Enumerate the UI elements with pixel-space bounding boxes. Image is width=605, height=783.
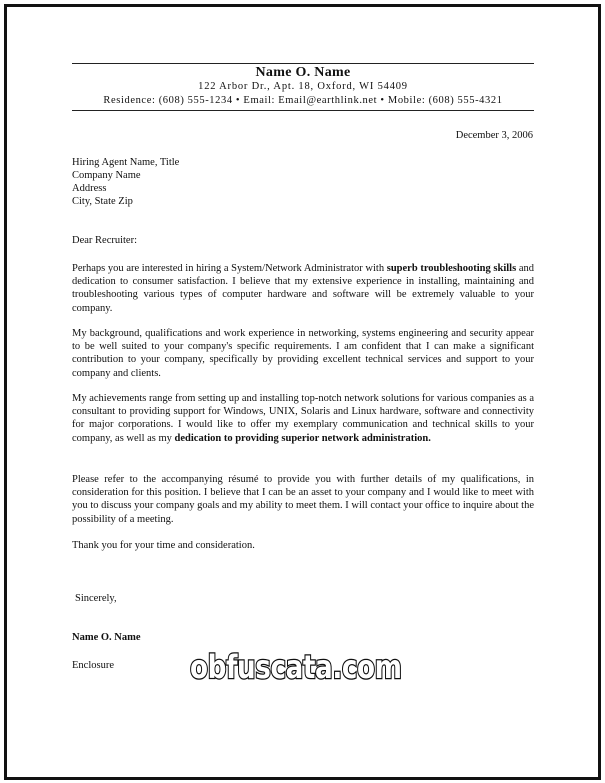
recipient-company: Company Name [72,170,141,181]
body-paragraph-1 [72,262,534,315]
body-paragraph-4: Please refer to the accompanying résumé to provide you with further details of my qualifications, in consideration for this position. I believe that I can be an asset to your company and I would like to meet with you to discuss your company goals and my ability to meet them. I will contact your office to inquire about the possibility of a meeting. [72,474,534,525]
recipient-name-title: Hiring Agent Name, Title [72,157,180,168]
applicant-contact-line: Residence: (608) 555-1234 • Email: Email@earthlink.net • Mobile: (608) 555-4321 [103,95,503,106]
applicant-address: 122 Arbor Dr., Apt. 18, Oxford, WI 54409 [198,81,408,92]
body-paragraph-3 [72,392,534,445]
emphasis-text: dedication to providing superior network administration. [174,432,431,444]
enclosure-note: Enclosure [72,660,114,671]
salutation: Dear Recruiter: [72,235,138,246]
recipient-address: Address [72,183,107,194]
body-paragraph-5: Thank you for your time and consideration. [72,540,255,551]
header-bottom-rule [72,110,534,111]
recipient-city-state-zip: City, State Zip [72,196,133,207]
watermark-logo: obfuscata.com [190,648,402,686]
signer-name: Name O. Name [72,632,141,643]
recipient-block [72,156,179,208]
paragraph-text: My achievements range from setting up and installing top-notch network solutions for various companies as a consultant to providing support for Windows, UNIX, Solaris and Linux hardware, software and connectivity for major corporations. I would like to offer my exemplary communication and technical skills to your company, as well as my [72,393,534,444]
header-top-rule [72,63,534,64]
letter-date: December 3, 2006 [455,130,533,141]
body-paragraph-2: My background, qualifications and work experience in networking, systems engineering and security appear to be well suited to your company's specific requirements. I am confident that I can make a significant contribution to your company, specifically by providing excellent technical services and support to your company and clients. [72,328,534,379]
closing: Sincerely, [75,593,117,604]
emphasis-text: superb troubleshooting skills [386,263,517,274]
paragraph-text: and dedication to consumer satisfaction. I believe that my extensive experience in installing, maintaining and troubleshooting various types of computer hardware and software will be extremely valuable to your company. [72,263,534,314]
applicant-name: Name O. Name [255,65,351,80]
paragraph-text: Perhaps you are interested in hiring a System/Network Administrator with [72,263,387,274]
